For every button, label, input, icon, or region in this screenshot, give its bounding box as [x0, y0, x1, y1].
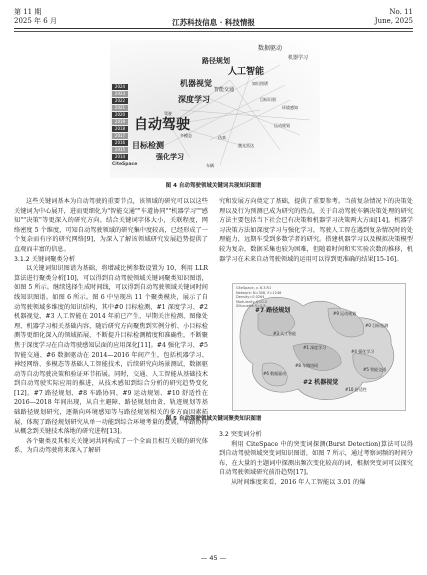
- stats-line: CiteSpace, v. 6.3.R1: [236, 286, 272, 290]
- header-rule: [14, 28, 413, 29]
- cluster-label: #4 强化学习: [351, 349, 375, 354]
- issue-number-en: No. 11: [389, 8, 413, 16]
- cluster-label: #6 数据驱动: [263, 371, 287, 376]
- keyword-term: 路径规划: [202, 57, 230, 65]
- year-label: 2020: [112, 112, 128, 118]
- issue-number: 第 11 期: [14, 8, 42, 16]
- year-label: 2024: [112, 84, 128, 90]
- header-rule-thin: [14, 31, 413, 32]
- stats-line: Network: N=308, E=1246: [236, 290, 282, 295]
- figure-5-stats: [236, 286, 281, 309]
- cluster-label: #2 机器视觉: [303, 379, 339, 386]
- keyword-term: 数据驱动: [258, 45, 283, 52]
- keyword-term: 机器视觉: [180, 79, 212, 88]
- keyword-term: 运动规划: [274, 123, 290, 128]
- year-label: 2018: [112, 126, 128, 132]
- keyword-term: 强化学习: [156, 153, 184, 161]
- issue-date: 2025 年 6 月: [14, 17, 57, 25]
- cluster-label: #10 舒适性: [345, 387, 367, 392]
- cluster-label: #1 深度学习: [303, 345, 327, 350]
- keyword-term: 激光雷达: [238, 143, 254, 148]
- year-label: 2017: [112, 133, 128, 139]
- paragraph: 究和发展方向奠定了基础，提供了重要参考。当前复杂情况下的决策处理以及行为预测已成为研究的热点，关于自动驾驶车辆决策处理的研究方法主要包括当下社会已有决策和机器学习决策两大方面[14]。机器学习决策方法如深度学习与强化学习，驾驶人工智在遇到复杂情况时的处理能力，远期车受到多数学者的研究。搭建机器学习以及模拟决策模型较为复杂，数据采集也较为困难，但随着时间和实实验次数的推移，机器学习在未来自动驾驶领域的运用可以得到更准确的结果[15-16]。: [219, 198, 413, 263]
- cluster-label: #9 运动规划: [333, 311, 357, 316]
- keyword-term: 智能交通: [214, 87, 235, 93]
- cluster-label: #5 智能交通: [363, 367, 387, 372]
- issue-date-en: June, 2025: [374, 17, 413, 25]
- section-heading: 3.2 突变词分析: [219, 431, 262, 438]
- paragraph: 这些关键词基本为自动驾驶的重要节点，该领域的研究可以以这些关键词为中心展开，进而更细化为"智能交通""车道协同""机器学习""感知""决策"等更深入的研究方向。结合关键词字体大小，关联程度，网络密度 5 个维度，可知自动驾驶领域的研究集中度较高，已经形成了一个复杂而有序的研究网络[9]，为深入了解该领域研究发展趋势提供了直观而丰富的信息。: [14, 198, 208, 253]
- cluster-label: #7 路径规划: [255, 307, 291, 314]
- keyword-term: 知识图谱: [252, 81, 268, 86]
- cluster-label: #3 人工智能: [273, 331, 297, 336]
- stats-line: Silhouette S=0.8: [236, 304, 266, 308]
- keyword-term: 深度学习: [178, 95, 210, 104]
- keyword-term: 环境感知: [282, 105, 298, 110]
- keyword-term: 目标检测: [132, 141, 164, 150]
- paragraph: 各个聚类及其相关关键词共同构成了一个全面且相互关联的研究体系，为自动驾驶将来深入了解研: [14, 437, 208, 455]
- year-band: [112, 84, 128, 161]
- paragraph: 以关键词知识图谱为基础，将增减比例参数设置为 10，利用 LLR 算法进行聚类分析[10]，可以得到自动驾驶领域关键词聚类知识图谱，如图 5 所示。继续选择生成时间线，可以得到自动驾驶领域关键词时间线知识图谱。如图 6 所示。图 6 中呈现出 11 个聚类模块，展示了自动驾驶领域多维度的知识结构，其中#0 目标检测、#1 深度学习、#2 机器视觉、#3 人工智能在 2014 年前已产生，早期关注检测、图像处理、机器学习相关基础内容，随后研究方向聚焦到实例分析、小目标检测等更细化深入的领域拓展，不断提升目标检测精度和准确性，不断聚焦于深度学习在自动驾驶感知层面的应用深化[11]。#4 强化学习、#5 智能交通、#6 数据驱动在 2014—2016 年间产生，包括机器学习、神经网络、多模态等基础人工智能技术，后续研究向场景测试、数据驱动等自动驾驶决策和验证环节拓展。同时，交通、人工智能从基础技术到自动驾驶实际应用的推进，从技术感知到综合分析的研究趋势变化[12]。#7 路径规划、#8 车路协同、#9 运动规划、#10 舒适性在 2016—2018 年间出现，从自主避障、路径规划由贪、轨迹规划等基础路径规划研究，逐渐向环境感知等与路径规划相关的多方面因素拓展，体现了路径规划研究从单一功能到综合环境考量的发展，车路协同从概念到关键技术落地的研究进程[13]。: [14, 265, 208, 436]
- year-label: 2023: [112, 91, 128, 97]
- year-label: 2019: [112, 119, 128, 125]
- citespace-logo: CiteSpace: [112, 162, 138, 167]
- figure-5-cluster-map: [232, 283, 406, 411]
- cluster-label: #0 目标检测: [365, 323, 389, 328]
- keyword-term: 仿真: [218, 135, 226, 140]
- figure-4-keyword-map: [110, 40, 320, 178]
- keyword-term: 驾驶: [164, 111, 172, 116]
- paragraph: 从时间维度来看，2016 年人工智能以 3.01 的爆: [231, 478, 366, 486]
- year-label: 2015: [112, 147, 128, 153]
- keyword-term: 人工智能: [228, 67, 265, 77]
- page-number: — 45 —: [200, 554, 227, 562]
- right-column-bottom: [219, 430, 413, 488]
- section-heading: 3.1.2 关键词聚类分析: [14, 255, 76, 263]
- journal-title: 江苏科技信息 · 科技情报: [172, 18, 255, 27]
- keyword-term: 目标识别: [260, 97, 276, 102]
- keyword-term: 车辆: [206, 163, 214, 168]
- year-label: 2022: [112, 98, 128, 104]
- right-column-top: [219, 197, 413, 264]
- paragraph: 利用 CiteSpace 中的突变词探测(Burst Detection)算法可以得到自动驾驶领域突变词知识图谱，如图 7 所示，通过考察词频的时间分布，在大量的主题词中探测出频次变化较高的词，根据突变词可以探究自动驾驶领域研究前沿趋势[17]。: [219, 440, 413, 477]
- keyword-term: 机器学习: [288, 55, 309, 61]
- year-label: 2014: [112, 154, 128, 160]
- stats-line: Modularity Q=0.5: [236, 299, 267, 304]
- stats-line: Density=0.0264: [236, 295, 265, 299]
- keyword-term: 多模态: [180, 133, 192, 138]
- year-label: 2016: [112, 140, 128, 146]
- cluster-label: #8 车路协同: [295, 363, 319, 368]
- figure-5-caption: 图 5 自动驾驶领域关键词聚类知识图谱: [165, 416, 262, 422]
- figure-4-caption: 图 4 自动驾驶领域关键词共现知识图谱: [165, 183, 262, 189]
- keyword-term: 自动驾驶: [134, 117, 190, 133]
- year-label: 2021: [112, 105, 128, 111]
